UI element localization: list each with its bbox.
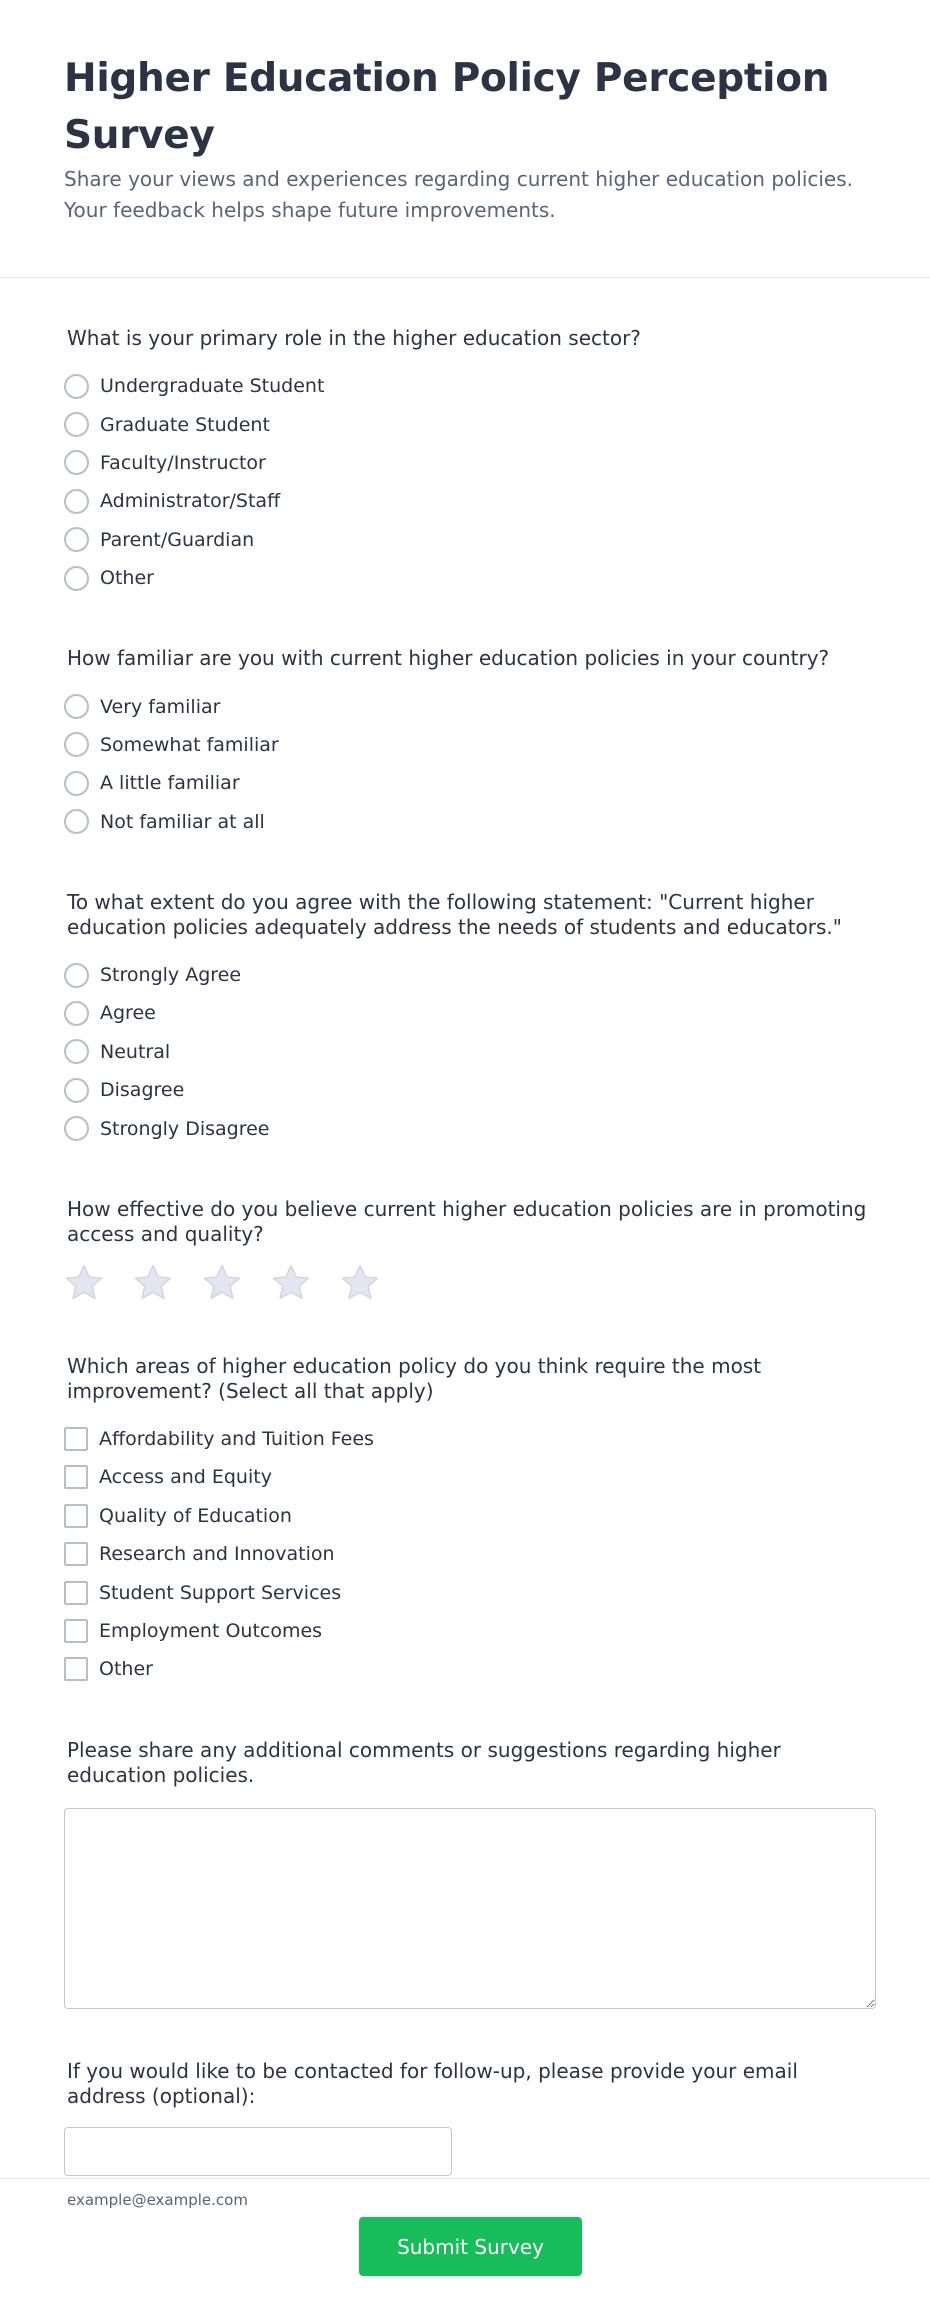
radio-option[interactable] xyxy=(64,444,876,482)
radio-button[interactable] xyxy=(64,374,89,399)
radio-option[interactable] xyxy=(64,994,876,1032)
option-label: Research and Innovation xyxy=(99,1543,335,1566)
question-improvement xyxy=(64,1354,876,1689)
radio-option[interactable] xyxy=(64,956,876,994)
checkbox-option[interactable] xyxy=(64,1497,876,1535)
email-input[interactable] xyxy=(64,2127,452,2176)
radio-button[interactable] xyxy=(64,809,89,834)
radio-option[interactable] xyxy=(64,367,876,405)
comments-textarea[interactable] xyxy=(64,1808,876,2009)
checkbox-option[interactable] xyxy=(64,1535,876,1573)
radio-button[interactable] xyxy=(64,489,89,514)
radio-button[interactable] xyxy=(64,450,89,475)
star-icon[interactable] xyxy=(271,1263,311,1303)
question-familiarity xyxy=(64,646,876,841)
radio-option[interactable] xyxy=(64,1109,876,1147)
option-label: Employment Outcomes xyxy=(99,1620,323,1642)
improvement-options xyxy=(64,1420,876,1689)
question-label: Please share any additional comments or suggestions regarding higher education policies. xyxy=(67,1737,781,1787)
option-label: Undergraduate Student xyxy=(100,375,325,398)
star-icon[interactable] xyxy=(202,1263,242,1303)
option-label: Other xyxy=(100,567,154,590)
radio-button[interactable] xyxy=(64,566,89,591)
radio-option[interactable] xyxy=(64,764,876,802)
radio-button[interactable] xyxy=(64,1039,89,1064)
radio-option[interactable] xyxy=(64,726,876,764)
option-label: Graduate Student xyxy=(100,413,270,436)
radio-option[interactable] xyxy=(64,559,876,597)
question-comments xyxy=(64,1738,876,2009)
question-label: How effective do you believe current higher education policies are in promoting access and quality? xyxy=(67,1196,867,1246)
star-icon[interactable] xyxy=(64,1263,104,1303)
radio-button[interactable] xyxy=(64,694,89,719)
radio-option[interactable] xyxy=(64,1033,876,1071)
survey-form xyxy=(0,326,930,2209)
form-footer xyxy=(0,2178,930,2324)
checkbox[interactable] xyxy=(64,1657,88,1681)
option-label: Agree xyxy=(100,1002,156,1025)
option-label: Student Support Services xyxy=(99,1581,342,1604)
checkbox[interactable] xyxy=(64,1465,88,1489)
option-label: Strongly Agree xyxy=(100,964,242,987)
option-label: Neutral xyxy=(100,1040,171,1063)
radio-button[interactable] xyxy=(64,1001,89,1026)
checkbox-option[interactable] xyxy=(64,1612,876,1650)
question-label: What is your primary role in the higher education sector? xyxy=(67,326,641,350)
role-options xyxy=(64,367,876,597)
radio-option[interactable] xyxy=(64,482,876,520)
option-label: Somewhat familiar xyxy=(100,733,279,756)
radio-button[interactable] xyxy=(64,1116,89,1141)
radio-option[interactable] xyxy=(64,521,876,559)
option-label: Access and Equity xyxy=(99,1466,272,1489)
option-label: Other xyxy=(99,1658,153,1681)
agreement-options xyxy=(64,956,876,1148)
star-icon[interactable] xyxy=(340,1263,380,1303)
question-effectiveness xyxy=(64,1197,876,1303)
page-description: Share your views and experiences regarding current higher education policies. Your feedback helps shape future improvements. xyxy=(64,167,854,222)
radio-option[interactable] xyxy=(64,1071,876,1109)
star-rating xyxy=(64,1263,876,1303)
checkbox[interactable] xyxy=(64,1619,88,1643)
question-label: Which areas of higher education policy do you think require the most improvement? (Select all that apply) xyxy=(67,1353,762,1403)
radio-button[interactable] xyxy=(64,963,89,988)
checkbox-option[interactable] xyxy=(64,1650,876,1688)
page-title: Higher Education Policy Perception Survey xyxy=(64,56,830,158)
checkbox[interactable] xyxy=(64,1504,88,1528)
option-label: Affordability and Tuition Fees xyxy=(99,1428,374,1451)
familiarity-options xyxy=(64,687,876,841)
checkbox[interactable] xyxy=(64,1581,88,1605)
radio-button[interactable] xyxy=(64,1078,89,1103)
option-label: Faculty/Instructor xyxy=(100,451,266,474)
option-label: Parent/Guardian xyxy=(100,528,255,551)
radio-option[interactable] xyxy=(64,803,876,841)
option-label: Very familiar xyxy=(100,695,221,718)
checkbox[interactable] xyxy=(64,1427,88,1451)
radio-button[interactable] xyxy=(64,732,89,757)
question-label: If you would like to be contacted for follow-up, please provide your email address (optional): xyxy=(67,2058,798,2108)
checkbox-option[interactable] xyxy=(64,1420,876,1458)
option-label: Disagree xyxy=(100,1079,185,1102)
radio-button[interactable] xyxy=(64,527,89,552)
radio-button[interactable] xyxy=(64,412,89,437)
question-agreement xyxy=(64,890,876,1148)
radio-button[interactable] xyxy=(64,771,89,796)
checkbox-option[interactable] xyxy=(64,1458,876,1496)
email-sublabel: example@example.com xyxy=(67,2190,248,2209)
question-label: To what extent do you agree with the following statement: "Current higher education policies adequately address the needs of students and educators." xyxy=(67,889,842,939)
option-label: Not familiar at all xyxy=(100,810,265,833)
question-role xyxy=(64,326,876,597)
option-label: A little familiar xyxy=(100,772,240,795)
checkbox-option[interactable] xyxy=(64,1573,876,1611)
option-label: Strongly Disagree xyxy=(100,1117,270,1140)
submit-button[interactable]: Submit Survey xyxy=(359,2217,582,2276)
radio-option[interactable] xyxy=(64,687,876,725)
survey-header xyxy=(0,0,930,278)
radio-option[interactable] xyxy=(64,405,876,443)
question-label: How familiar are you with current higher education policies in your country? xyxy=(67,646,830,671)
option-label: Quality of Education xyxy=(99,1504,292,1527)
option-label: Administrator/Staff xyxy=(100,490,281,513)
star-icon[interactable] xyxy=(133,1263,173,1303)
checkbox[interactable] xyxy=(64,1542,88,1566)
